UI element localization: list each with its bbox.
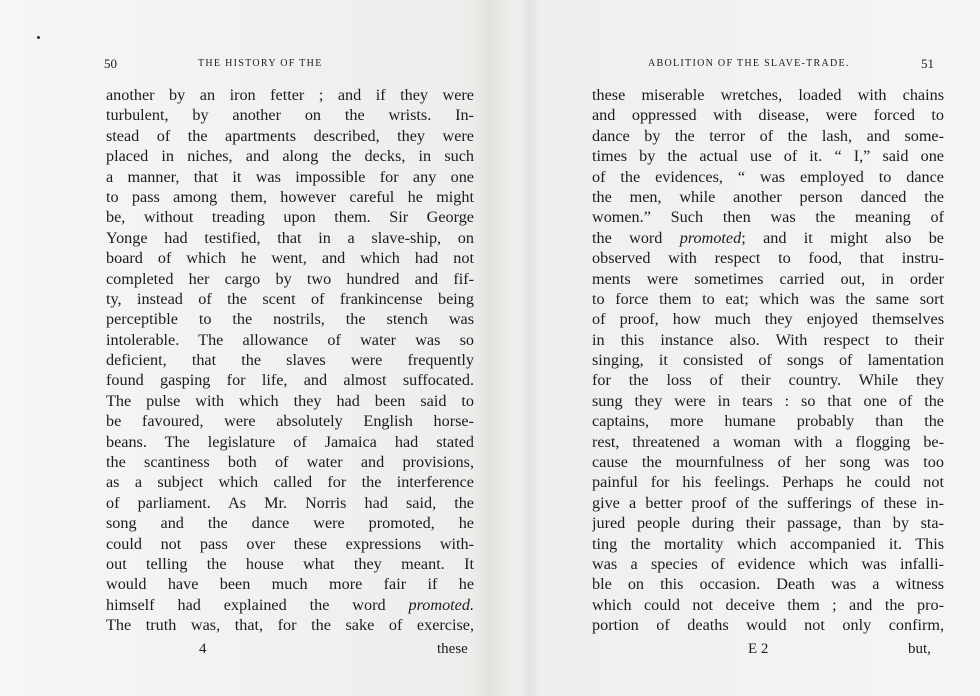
left-page-body <box>106 85 474 636</box>
text-line: in this instance also. With respect to their <box>592 330 944 349</box>
text-line: the scantiness both of water and provisions, <box>106 453 474 472</box>
text-line: ty, instead of the scent of frankincense being <box>106 289 474 308</box>
italic-word: promoted <box>679 228 742 247</box>
text-line: for the loss of their country. While they <box>592 371 944 390</box>
text-line: board of which he went, and which had not <box>106 249 474 268</box>
text-line: would have been much more fair if he <box>106 575 474 594</box>
text-line: give a better proof of the sufferings of these in- <box>592 493 944 512</box>
right-running-title: ABOLITION OF THE SLAVE-TRADE. <box>648 58 850 69</box>
text-line: painful for his feelings. Perhaps he could not <box>592 473 944 492</box>
text-line: perceptible to the nostrils, the stench was <box>106 310 474 329</box>
catchword: but, <box>908 641 931 657</box>
text-line: of parliament. As Mr. Norris had said, the <box>106 493 474 512</box>
text-line: rest, threatened a woman with a flogging be- <box>592 432 944 451</box>
text-line-with-italic <box>106 595 474 615</box>
text-line: beans. The legislature of Jamaica had stated <box>106 432 474 451</box>
right-page-number: 51 <box>921 56 934 71</box>
right-running-head <box>490 56 980 72</box>
text-line: ments were sometimes carried out, in order <box>592 269 944 288</box>
text-line: ble on this occasion. Death was a witness <box>592 575 944 594</box>
text-line-with-italic <box>592 228 944 248</box>
text-line: song and the dance were promoted, he <box>106 514 474 533</box>
right-page-body <box>592 85 944 636</box>
signature-mark: E 2 <box>748 641 769 657</box>
text-line: of proof, how much they enjoyed themselves <box>592 310 944 329</box>
left-running-title: THE HISTORY OF THE <box>198 58 323 69</box>
text-line: another by an iron fetter ; and if they were <box>106 86 474 104</box>
text-line: of the evidences, “ was employed to dance <box>592 167 944 186</box>
left-page-number: 50 <box>104 56 117 71</box>
text-line: as a subject which called for the interference <box>106 473 474 492</box>
text-line: these miserable wretches, loaded with chains <box>592 86 944 104</box>
text-line: observed with respect to food, that instru- <box>592 249 944 268</box>
text-line: turbulent, by another on the wrists. In- <box>106 106 474 125</box>
text-line: the men, while another person danced the <box>592 187 944 206</box>
text-line: be, without treading upon them. Sir George <box>106 208 474 227</box>
text-line: times by the actual use of it. “ I,” said one <box>592 147 944 166</box>
text-line: jured people during their passage, than by sta- <box>592 514 944 533</box>
text-line: sung they were in tears : so that one of the <box>592 391 944 410</box>
text-line: could not pass over these expressions with- <box>106 534 474 553</box>
text-line: out telling the house what they meant. It <box>106 554 474 573</box>
text-line: The pulse with which they had been said to <box>106 391 474 410</box>
text-line: to pass among them, however careful he might <box>106 187 474 206</box>
text-line: which could not deceive them ; and the pro- <box>592 595 944 614</box>
text-line: captains, more humane probably than the <box>592 412 944 431</box>
text-line: portion of deaths would not only confirm, <box>592 616 944 635</box>
italic-word: promoted. <box>408 595 474 614</box>
text-line: cause the mournfulness of her song was too <box>592 453 944 472</box>
text-line-lead: himself had explained the word <box>106 595 386 614</box>
text-line: Yonge had testified, that in a slave-ship, on <box>106 228 474 247</box>
text-line: completed her cargo by two hundred and fif- <box>106 269 474 288</box>
text-line: to force them to eat; which was the same sort <box>592 289 944 308</box>
text-line: found gasping for life, and almost suffocated. <box>106 371 474 390</box>
left-running-head <box>0 56 490 72</box>
text-line: dance by the terror of the lash, and some- <box>592 126 944 145</box>
text-line: placed in niches, and along the decks, in such <box>106 147 474 166</box>
text-line: was a species of evidence which was infalli- <box>592 554 944 573</box>
right-page <box>490 0 980 696</box>
text-line: a manner, that it was impossible for any one <box>106 167 474 186</box>
text-line: ting the mortality which accompanied it. This <box>592 534 944 553</box>
text-line: deficient, that the slaves were frequently <box>106 351 474 370</box>
text-line-lead: the word <box>592 228 663 247</box>
text-line: intolerable. The allowance of water was so <box>106 330 474 349</box>
text-line: stead of the apartments described, they were <box>106 126 474 145</box>
text-line: The truth was, that, for the sake of exercise, <box>106 616 474 635</box>
text-line: be favoured, were absolutely English horse- <box>106 412 474 431</box>
catchword: these <box>437 641 468 657</box>
text-line-tail: ; and it might also be <box>741 228 944 247</box>
text-line: and oppressed with disease, were forced to <box>592 106 944 125</box>
signature-mark: 4 <box>199 641 207 657</box>
text-line: singing, it consisted of songs of lamentation <box>592 351 944 370</box>
text-line: women.” Such then was the meaning of <box>592 208 944 227</box>
